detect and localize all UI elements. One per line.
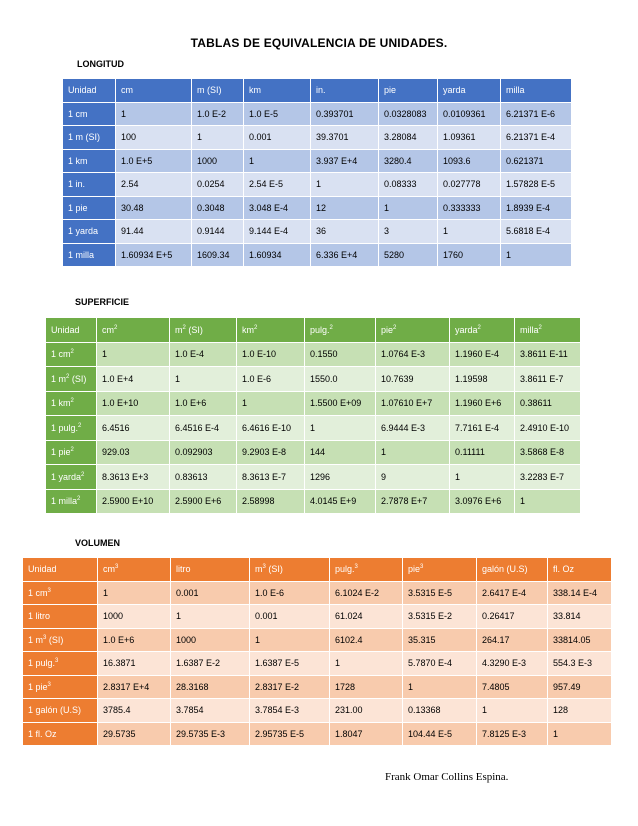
table-cell: 1.8939 E-4 xyxy=(501,196,572,220)
table-cell: 6102.4 xyxy=(330,628,403,652)
table-cell: 39.3701 xyxy=(311,126,379,150)
table-row xyxy=(23,652,612,676)
row-header: 1 milla$^2$ xyxy=(46,489,97,514)
column-header: Unidad xyxy=(63,79,116,103)
table-cell: 9.144 E-4 xyxy=(244,220,311,244)
column-header: yarda xyxy=(438,79,501,103)
table-cell: 9.2903 E-8 xyxy=(237,440,305,465)
table-cell: 2.8317 E+4 xyxy=(98,675,171,699)
column-header: $cm^2$ xyxy=(97,318,170,343)
table-row xyxy=(63,126,572,150)
table-cell: 2.54 E-5 xyxy=(244,173,311,197)
table-cell: 0.3048 xyxy=(192,196,244,220)
table-cell: 29.5735 xyxy=(98,722,171,746)
table-row xyxy=(63,196,572,220)
row-header: 1 pie$^2$ xyxy=(46,440,97,465)
table-cell: 0.26417 xyxy=(477,605,548,629)
table-cell: 1.0 E+6 xyxy=(170,391,237,416)
row-header: 1 galón (U.S) xyxy=(23,699,98,723)
column-header: milla$^2$ xyxy=(515,318,581,343)
table-cell: 1 xyxy=(438,220,501,244)
table-cell: 0.001 xyxy=(250,605,330,629)
table-cell: 33.814 xyxy=(548,605,612,629)
table-cell: 1296 xyxy=(305,465,376,490)
table-cell: 1093.6 xyxy=(438,149,501,173)
table-row xyxy=(23,675,612,699)
table-cell: 10.7639 xyxy=(376,367,450,392)
table-cell: 1.0 E-10 xyxy=(237,342,305,367)
table-row xyxy=(46,416,581,441)
table-cell: 1.0 E-5 xyxy=(244,102,311,126)
table-cell: 1 xyxy=(170,367,237,392)
table-cell: 1 xyxy=(250,628,330,652)
row-header: 1 milla xyxy=(63,243,116,267)
table-cell: 1 xyxy=(450,465,515,490)
table-cell: 1000 xyxy=(98,605,171,629)
table-cell: 6.4516 E-4 xyxy=(170,416,237,441)
table-cell: 1.0 E-6 xyxy=(237,367,305,392)
table-row xyxy=(46,367,581,392)
table-cell: 1609.34 xyxy=(192,243,244,267)
table-cell: 3.8611 E-7 xyxy=(515,367,581,392)
table-cell: 4.3290 E-3 xyxy=(477,652,548,676)
column-header: Unidad xyxy=(46,318,97,343)
table-cell: 8.3613 E+3 xyxy=(97,465,170,490)
table-longitud xyxy=(62,78,572,267)
section-label-longitud: LONGITUD xyxy=(77,59,124,69)
table-cell: 7.8125 E-3 xyxy=(477,722,548,746)
table-cell: 6.4616 E-10 xyxy=(237,416,305,441)
column-header: pulg.$^3$ xyxy=(330,558,403,582)
table-row xyxy=(46,342,581,367)
table-row xyxy=(23,699,612,723)
table-cell: 9 xyxy=(376,465,450,490)
table-cell: 2.58998 xyxy=(237,489,305,514)
table-cell: 0.027778 xyxy=(438,173,501,197)
table-cell: 1.6387 E-2 xyxy=(171,652,250,676)
table-cell: 3.7854 xyxy=(171,699,250,723)
table-cell: 3.8611 E-11 xyxy=(515,342,581,367)
table-cell: 2.54 xyxy=(116,173,192,197)
table-cell: 5.7870 E-4 xyxy=(403,652,477,676)
table-cell: 1.0 E+5 xyxy=(116,149,192,173)
table-cell: 1.07610 E+7 xyxy=(376,391,450,416)
table-cell: 128 xyxy=(548,699,612,723)
column-header: yarda$^2$ xyxy=(450,318,515,343)
column-header: km xyxy=(244,79,311,103)
table-cell: 7.7161 E-4 xyxy=(450,416,515,441)
table-cell: 3 xyxy=(379,220,438,244)
table-row xyxy=(63,102,572,126)
table-cell: 2.5900 E+10 xyxy=(97,489,170,514)
table-cell: 3280.4 xyxy=(379,149,438,173)
table-cell: 3.7854 E-3 xyxy=(250,699,330,723)
table-cell: 1 xyxy=(330,652,403,676)
table-cell: 100 xyxy=(116,126,192,150)
table-cell: 29.5735 E-3 xyxy=(171,722,250,746)
table-cell: 0.393701 xyxy=(311,102,379,126)
table-cell: 3.937 E+4 xyxy=(311,149,379,173)
row-header: 1 yarda$^2$ xyxy=(46,465,97,490)
table-cell: 0.38611 xyxy=(515,391,581,416)
table-cell: 0.1550 xyxy=(305,342,376,367)
table-cell: 1 xyxy=(244,149,311,173)
row-header: 1 fl. Oz xyxy=(23,722,98,746)
table-cell: 1760 xyxy=(438,243,501,267)
table-cell: 1.0 E+6 xyxy=(98,628,171,652)
table-cell: 554.3 E-3 xyxy=(548,652,612,676)
table-cell: 1 xyxy=(98,581,171,605)
table-cell: 1.5500 E+09 xyxy=(305,391,376,416)
table-row xyxy=(63,149,572,173)
table-row xyxy=(63,173,572,197)
table-cell: 5.6818 E-4 xyxy=(501,220,572,244)
table-cell: 3.0976 E+6 xyxy=(450,489,515,514)
table-cell: 1.0 E-6 xyxy=(250,581,330,605)
table-cell: 3.28084 xyxy=(379,126,438,150)
table-cell: 1.60934 xyxy=(244,243,311,267)
row-header: 1 pulg.$^3$ xyxy=(23,652,98,676)
table-row xyxy=(46,465,581,490)
table-cell: 1.8047 xyxy=(330,722,403,746)
table-cell: 91.44 xyxy=(116,220,192,244)
column-header: fl. Oz xyxy=(548,558,612,582)
table-cell: 1.60934 E+5 xyxy=(116,243,192,267)
table-cell: 264.17 xyxy=(477,628,548,652)
row-header: 1 $m^2$ (SI) xyxy=(46,367,97,392)
table-header-row xyxy=(23,558,612,582)
table-cell: 3.048 E-4 xyxy=(244,196,311,220)
row-header: 1 pie$^3$ xyxy=(23,675,98,699)
page-title: TABLAS DE EQUIVALENCIA DE UNIDADES. xyxy=(190,36,448,50)
table-cell: 0.092903 xyxy=(170,440,237,465)
table-cell: 4.0145 E+9 xyxy=(305,489,376,514)
row-header: 1 pie xyxy=(63,196,116,220)
table-cell: 2.4910 E-10 xyxy=(515,416,581,441)
table-cell: 7.4805 xyxy=(477,675,548,699)
table-cell: 1550.0 xyxy=(305,367,376,392)
table-cell: 0.08333 xyxy=(379,173,438,197)
table-cell: 0.621371 xyxy=(501,149,572,173)
table-cell: 8.3613 E-7 xyxy=(237,465,305,490)
table-header-row xyxy=(46,318,581,343)
table-cell: 0.9144 xyxy=(192,220,244,244)
table-cell: 35.315 xyxy=(403,628,477,652)
table-cell: 1 xyxy=(192,126,244,150)
table-cell: 1000 xyxy=(192,149,244,173)
table-cell: 6.1024 E-2 xyxy=(330,581,403,605)
table-cell: 144 xyxy=(305,440,376,465)
table-cell: 12 xyxy=(311,196,379,220)
author-signature: Frank Omar Collins Espina. xyxy=(385,771,509,783)
table-volumen xyxy=(22,557,612,746)
table-cell: 1 xyxy=(515,489,581,514)
table-cell: 1.6387 E-5 xyxy=(250,652,330,676)
table-cell: 1 xyxy=(311,173,379,197)
table-cell: 3.5868 E-8 xyxy=(515,440,581,465)
table-cell: 3785.4 xyxy=(98,699,171,723)
table-cell: 3.5315 E-5 xyxy=(403,581,477,605)
table-cell: 2.8317 E-2 xyxy=(250,675,330,699)
table-cell: 0.0328083 xyxy=(379,102,438,126)
table-cell: 1.09361 xyxy=(438,126,501,150)
table-cell: 2.7878 E+7 xyxy=(376,489,450,514)
table-cell: 1 xyxy=(116,102,192,126)
table-cell: 16.3871 xyxy=(98,652,171,676)
row-header: 1 yarda xyxy=(63,220,116,244)
table-cell: 6.4516 xyxy=(97,416,170,441)
row-header: 1 $km^2$ xyxy=(46,391,97,416)
table-cell: 338.14 E-4 xyxy=(548,581,612,605)
table-cell: 1 xyxy=(548,722,612,746)
table-cell: 6.9444 E-3 xyxy=(376,416,450,441)
table-cell: 0.83613 xyxy=(170,465,237,490)
table-cell: 0.13368 xyxy=(403,699,477,723)
table-cell: 104.44 E-5 xyxy=(403,722,477,746)
table-cell: 1.0 E-4 xyxy=(170,342,237,367)
table-cell: 3.2283 E-7 xyxy=(515,465,581,490)
table-row xyxy=(46,440,581,465)
column-header: in. xyxy=(311,79,379,103)
table-cell: 0.333333 xyxy=(438,196,501,220)
table-cell: 1.1960 E-4 xyxy=(450,342,515,367)
table-cell: 1 xyxy=(171,605,250,629)
section-label-volumen: VOLUMEN xyxy=(75,538,120,548)
table-cell: 6.21371 E-6 xyxy=(501,102,572,126)
row-header: 1 litro xyxy=(23,605,98,629)
table-cell: 61.024 xyxy=(330,605,403,629)
table-cell: 1 xyxy=(403,675,477,699)
table-cell: 1.0 E+10 xyxy=(97,391,170,416)
table-cell: 6.21371 E-4 xyxy=(501,126,572,150)
column-header: pie$^3$ xyxy=(403,558,477,582)
column-header: pie$^2$ xyxy=(376,318,450,343)
table-cell: 231.00 xyxy=(330,699,403,723)
table-cell: 6.336 E+4 xyxy=(311,243,379,267)
table-cell: 30.48 xyxy=(116,196,192,220)
table-cell: 1.19598 xyxy=(450,367,515,392)
section-label-superficie: SUPERFICIE xyxy=(75,297,130,307)
table-cell: 1 xyxy=(376,440,450,465)
row-header: 1 cm xyxy=(63,102,116,126)
table-cell: 1.0 E-2 xyxy=(192,102,244,126)
table-cell: 957.49 xyxy=(548,675,612,699)
table-cell: 1 xyxy=(305,416,376,441)
table-cell: 3.5315 E-2 xyxy=(403,605,477,629)
table-cell: 0.001 xyxy=(244,126,311,150)
column-header: $km^2$ xyxy=(237,318,305,343)
column-header: pulg.$^2$ xyxy=(305,318,376,343)
table-row xyxy=(23,605,612,629)
table-cell: 1 xyxy=(477,699,548,723)
table-cell: 2.95735 E-5 xyxy=(250,722,330,746)
table-header-row xyxy=(63,79,572,103)
column-header: litro xyxy=(171,558,250,582)
table-row xyxy=(63,243,572,267)
table-cell: 2.6417 E-4 xyxy=(477,581,548,605)
column-header: $m^3$ (SI) xyxy=(250,558,330,582)
column-header: $cm^3$ xyxy=(98,558,171,582)
table-cell: 1728 xyxy=(330,675,403,699)
table-row xyxy=(46,391,581,416)
table-cell: 1000 xyxy=(171,628,250,652)
table-cell: 0.0254 xyxy=(192,173,244,197)
table-row xyxy=(23,628,612,652)
row-header: 1 m (SI) xyxy=(63,126,116,150)
table-cell: 0.11111 xyxy=(450,440,515,465)
row-header: 1 $cm^2$ xyxy=(46,342,97,367)
table-cell: 0.001 xyxy=(171,581,250,605)
row-header: 1 in. xyxy=(63,173,116,197)
table-cell: 2.5900 E+6 xyxy=(170,489,237,514)
column-header: galón (U.S) xyxy=(477,558,548,582)
column-header: m (SI) xyxy=(192,79,244,103)
table-row xyxy=(23,581,612,605)
table-cell: 1 xyxy=(501,243,572,267)
table-cell: 5280 xyxy=(379,243,438,267)
table-cell: 1.57828 E-5 xyxy=(501,173,572,197)
table-row xyxy=(63,220,572,244)
table-cell: 0.0109361 xyxy=(438,102,501,126)
table-cell: 28.3168 xyxy=(171,675,250,699)
table-cell: 1.1960 E+6 xyxy=(450,391,515,416)
column-header: $m^2$ (SI) xyxy=(170,318,237,343)
table-cell: 929.03 xyxy=(97,440,170,465)
table-cell: 1.0764 E-3 xyxy=(376,342,450,367)
row-header: 1 pulg.$^2$ xyxy=(46,416,97,441)
table-cell: 1 xyxy=(97,342,170,367)
column-header: milla xyxy=(501,79,572,103)
table-row xyxy=(46,489,581,514)
row-header: 1 $m^3$ (SI) xyxy=(23,628,98,652)
row-header: 1 km xyxy=(63,149,116,173)
table-row xyxy=(23,722,612,746)
row-header: 1 $cm^3$ xyxy=(23,581,98,605)
table-cell: 1 xyxy=(237,391,305,416)
table-cell: 1 xyxy=(379,196,438,220)
table-cell: 36 xyxy=(311,220,379,244)
table-superficie xyxy=(45,317,581,514)
column-header: cm xyxy=(116,79,192,103)
column-header: Unidad xyxy=(23,558,98,582)
column-header: pie xyxy=(379,79,438,103)
table-cell: 1.0 E+4 xyxy=(97,367,170,392)
table-cell: 33814.05 xyxy=(548,628,612,652)
